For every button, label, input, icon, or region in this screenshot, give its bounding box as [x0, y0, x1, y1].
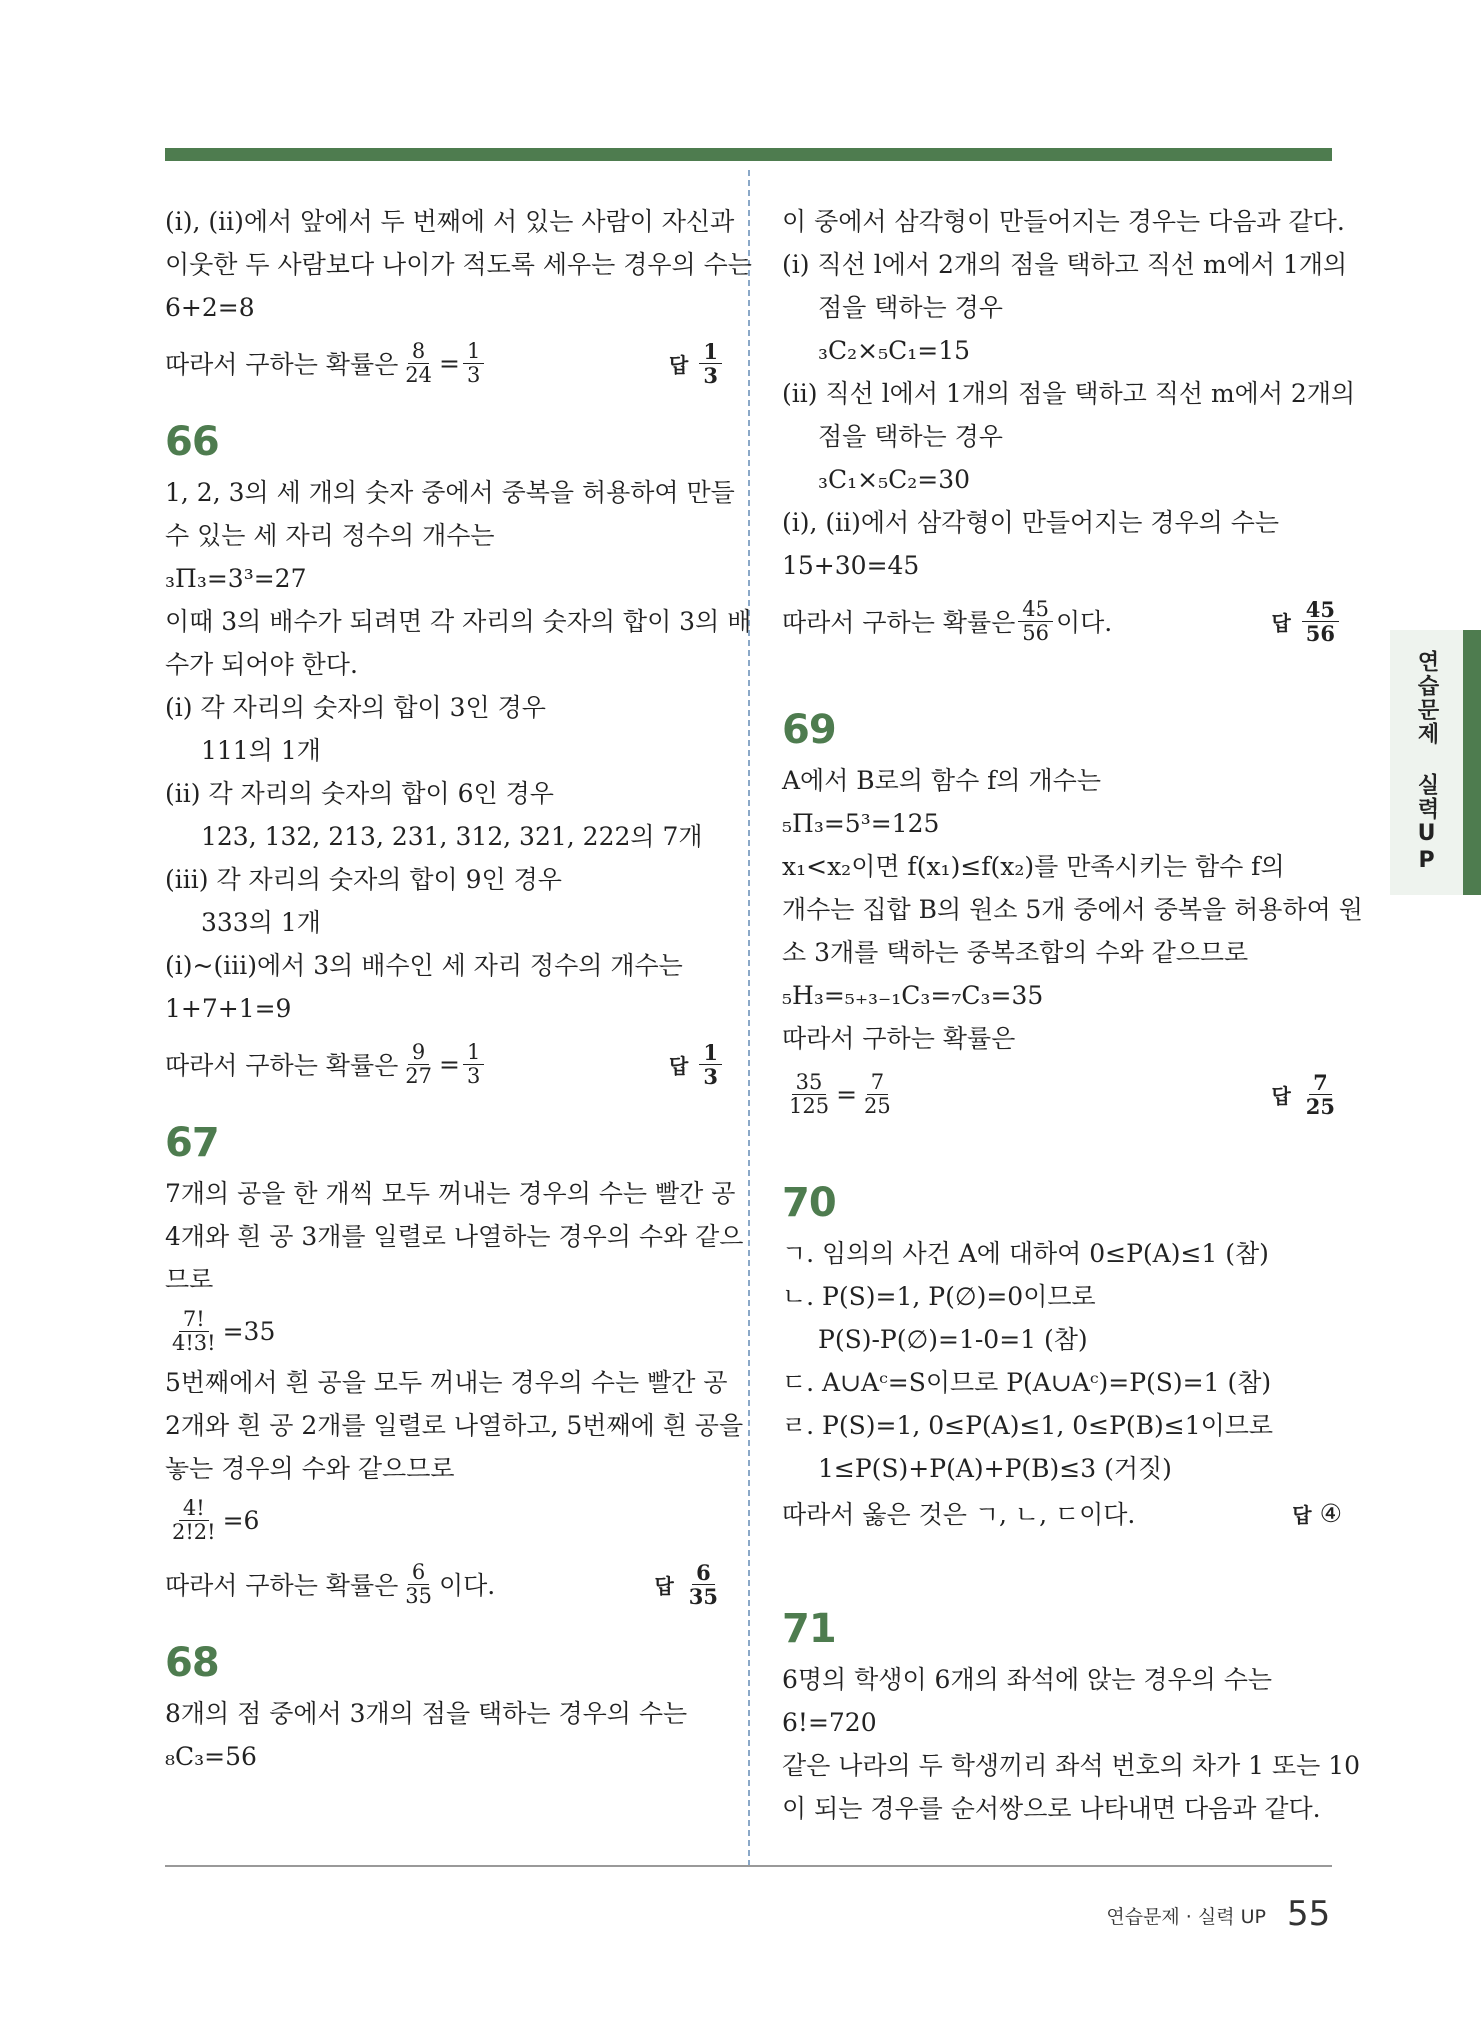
bottom-rule	[165, 1865, 1332, 1867]
text-line: 7개의 공을 한 개씩 모두 꺼내는 경우의 수는 빨간 공	[165, 1179, 736, 1208]
side-tab	[1390, 630, 1463, 895]
text-line: A에서 B로의 함수 f의 개수는	[782, 766, 1101, 795]
answer-label: 답	[1271, 1083, 1291, 1108]
result-line	[782, 1060, 1342, 1128]
answer-fraction: $\frac{6}{35}$	[688, 1559, 718, 1609]
answer-label: 답	[1292, 1502, 1312, 1527]
case-line: 점을 택하는 경우	[818, 422, 1003, 451]
fraction: $\frac{9}{27}$	[405, 1039, 432, 1088]
answer-label: 답	[1271, 610, 1291, 635]
problem-number: 67	[165, 1120, 219, 1166]
problem-number: 70	[782, 1180, 836, 1226]
text-line: 8개의 점 중에서 3개의 점을 택하는 경우의 수는	[165, 1699, 688, 1728]
side-tab-label: 연습문제 실력UP	[1414, 650, 1439, 875]
equation-line: 15+30=45	[782, 551, 920, 580]
text-line: 6명의 학생이 6개의 좌석에 앉는 경우의 수는	[782, 1665, 1273, 1694]
statement-line: ㄱ. 임의의 사건 A에 대하여 0≤P(A)≤1 (참)	[782, 1239, 1269, 1268]
equation-line: $\frac{7!}{4!3!}$ =35	[165, 1301, 725, 1361]
case-line: 111의 1개	[201, 736, 321, 765]
case-line: 333의 1개	[201, 908, 321, 937]
fraction: $\frac{1}{3}$	[463, 1041, 484, 1088]
text-line: 같은 나라의 두 학생끼리 좌석 번호의 차가 1 또는 10	[782, 1751, 1361, 1780]
problem-number: 66	[165, 419, 219, 465]
equals-sign: =	[438, 348, 460, 378]
case-line: 점을 택하는 경우	[818, 293, 1003, 322]
answer	[669, 1030, 725, 1098]
fraction: $\frac{7}{25}$	[864, 1069, 891, 1118]
footer-section-label: 연습문제 · 실력 UP	[1106, 1906, 1266, 1928]
equation-line: ₃Π₃=3³=27	[165, 564, 307, 593]
column-divider	[748, 170, 750, 1866]
answer-fraction: $\frac{1}{3}$	[699, 1041, 722, 1088]
fraction: $\frac{7!}{4!3!}$	[172, 1306, 216, 1355]
answer-label: 답	[654, 1573, 674, 1598]
fraction: $\frac{35}{125}$	[789, 1069, 830, 1118]
result-suffix: 이다.	[438, 1571, 496, 1600]
answer-label: 답	[669, 352, 689, 377]
text-line: 수 있는 세 자리 정수의 개수는	[165, 521, 495, 550]
text-line: 므로	[165, 1265, 214, 1294]
statement-line: P(S)-P(∅)=1-0=1 (참)	[818, 1325, 1088, 1354]
problem-65-tail	[165, 200, 752, 397]
answer-label: 답	[669, 1053, 689, 1078]
problem-number: 71	[782, 1606, 836, 1652]
case-line: (i) 각 자리의 숫자의 합이 3인 경우	[165, 693, 546, 722]
answer-fraction: $\frac{7}{25}$	[1305, 1069, 1335, 1119]
answer	[654, 1550, 725, 1618]
answer-fraction: $\frac{1}{3}$	[699, 340, 722, 387]
equals-sign: =	[836, 1079, 858, 1109]
result-line	[165, 1030, 725, 1098]
text-line: 개수는 집합 B의 원소 5개 중에서 중복을 허용하여 원	[782, 895, 1363, 924]
fraction: $\frac{4!}{2!2!}$	[172, 1495, 216, 1544]
text-line: (i), (ii)에서 삼각형이 만들어지는 경우의 수는	[782, 508, 1280, 537]
result-text: 따라서 옳은 것은 ㄱ, ㄴ, ㄷ이다.	[782, 1500, 1136, 1529]
problem-69	[782, 685, 1363, 1128]
result-line	[782, 1490, 1342, 1536]
fraction: $\frac{45}{56}$	[1018, 598, 1053, 645]
equation-line: ₅H₃=₅₊₃₋₁C₃=₇C₃=35	[782, 981, 1044, 1010]
equation-line: 6!=720	[782, 1708, 877, 1737]
fraction: $\frac{8}{24}$	[405, 338, 432, 387]
left-column	[165, 200, 752, 1778]
page-number: 55	[1287, 1894, 1331, 1934]
text-line: 이 되는 경우를 순서쌍으로 나타내면 다음과 같다.	[782, 1794, 1321, 1823]
text-line: 1, 2, 3의 세 개의 숫자 중에서 중복을 허용하여 만들	[165, 478, 735, 507]
problem-67	[165, 1098, 744, 1618]
top-accent-bar	[165, 148, 1332, 161]
equation-line: $\frac{4!}{2!2!}$ =6	[165, 1490, 725, 1550]
text-line: 수가 되어야 한다.	[165, 650, 358, 679]
statement-line: ㄴ. P(S)=1, P(∅)=0이므로	[782, 1282, 1096, 1311]
text-line: 소 3개를 택하는 중복조합의 수와 같으므로	[782, 938, 1249, 967]
right-column	[782, 200, 1363, 1830]
case-line: 123, 132, 213, 231, 312, 321, 222의 7개	[201, 822, 703, 851]
case-line: 1+7+1=9	[165, 994, 292, 1023]
statement-line: ㄷ. A∪Aᶜ=S이므로 P(A∪Aᶜ)=P(S)=1 (참)	[782, 1368, 1272, 1397]
statement-line: ㄹ. P(S)=1, 0≤P(A)≤1, 0≤P(B)≤1이므로	[782, 1411, 1274, 1440]
equation-line: ₅Π₃=5³=125	[782, 809, 940, 838]
equation-line: ₃C₂×₅C₁=15	[818, 336, 971, 365]
equation-line: ₃C₁×₅C₂=30	[818, 465, 971, 494]
problem-68	[165, 1618, 725, 1778]
problem-68-continued	[782, 200, 1356, 655]
text-line: 이때 3의 배수가 되려면 각 자리의 숫자의 합이 3의 배	[165, 607, 752, 636]
problem-71	[782, 1584, 1361, 1830]
answer-value: ④	[1319, 1498, 1342, 1528]
answer-fraction: $\frac{45}{56}$	[1302, 598, 1339, 645]
text-line: 놓는 경우의 수와 같으므로	[165, 1454, 455, 1483]
statement-line: 1≤P(S)+P(A)+P(B)≤3 (거짓)	[818, 1454, 1172, 1483]
answer	[669, 329, 725, 397]
result-line	[165, 329, 725, 397]
case-line: (ii) 각 자리의 숫자의 합이 6인 경우	[165, 779, 554, 808]
text-line: 5번째에서 흰 공을 모두 꺼내는 경우의 수는 빨간 공	[165, 1368, 728, 1397]
text-line: 6+2=8	[165, 293, 255, 322]
text-line: x₁<x₂이면 f(x₁)≤f(x₂)를 만족시키는 함수 f의	[782, 852, 1285, 881]
result-line	[165, 1550, 725, 1618]
problem-66	[165, 397, 752, 1098]
fraction: $\frac{1}{3}$	[463, 340, 484, 387]
text-line: 따라서 구하는 확률은	[782, 1024, 1016, 1053]
fraction: $\frac{6}{35}$	[405, 1559, 432, 1608]
case-line: (i)~(iii)에서 3의 배수인 세 자리 정수의 개수는	[165, 951, 683, 980]
text-line: (i), (ii)에서 앞에서 두 번째에 서 있는 사람이 자신과	[165, 207, 735, 236]
problem-70	[782, 1158, 1342, 1536]
problem-number: 68	[165, 1640, 219, 1686]
equals-sign: =	[438, 1049, 460, 1079]
case-line: (i) 직선 l에서 2개의 점을 택하고 직선 m에서 1개의	[782, 250, 1348, 279]
answer	[1292, 1490, 1342, 1536]
case-line: (iii) 각 자리의 숫자의 합이 9인 경우	[165, 865, 562, 894]
text-line: 4개와 흰 공 3개를 일렬로 나열하는 경우의 수와 같으	[165, 1222, 744, 1251]
problem-number: 69	[782, 707, 836, 753]
result-prefix: 따라서 구하는 확률은	[165, 1571, 399, 1600]
equation-line: ₈C₃=56	[165, 1742, 257, 1771]
result-prefix: 따라서 구하는 확률은	[782, 608, 1016, 637]
text-line: 2개와 흰 공 2개를 일렬로 나열하고, 5번째에 흰 공을	[165, 1411, 744, 1440]
answer	[1271, 1060, 1342, 1128]
answer	[1271, 587, 1342, 655]
result-line	[782, 587, 1342, 655]
result-suffix: 이다.	[1055, 608, 1113, 637]
result-prefix: 따라서 구하는 확률은	[165, 1051, 399, 1080]
case-line: (ii) 직선 l에서 1개의 점을 택하고 직선 m에서 2개의	[782, 379, 1356, 408]
text-line: 이 중에서 삼각형이 만들어지는 경우는 다음과 같다.	[782, 207, 1345, 236]
text-line: 이웃한 두 사람보다 나이가 적도록 세우는 경우의 수는	[165, 250, 752, 279]
result-prefix: 따라서 구하는 확률은	[165, 350, 399, 379]
